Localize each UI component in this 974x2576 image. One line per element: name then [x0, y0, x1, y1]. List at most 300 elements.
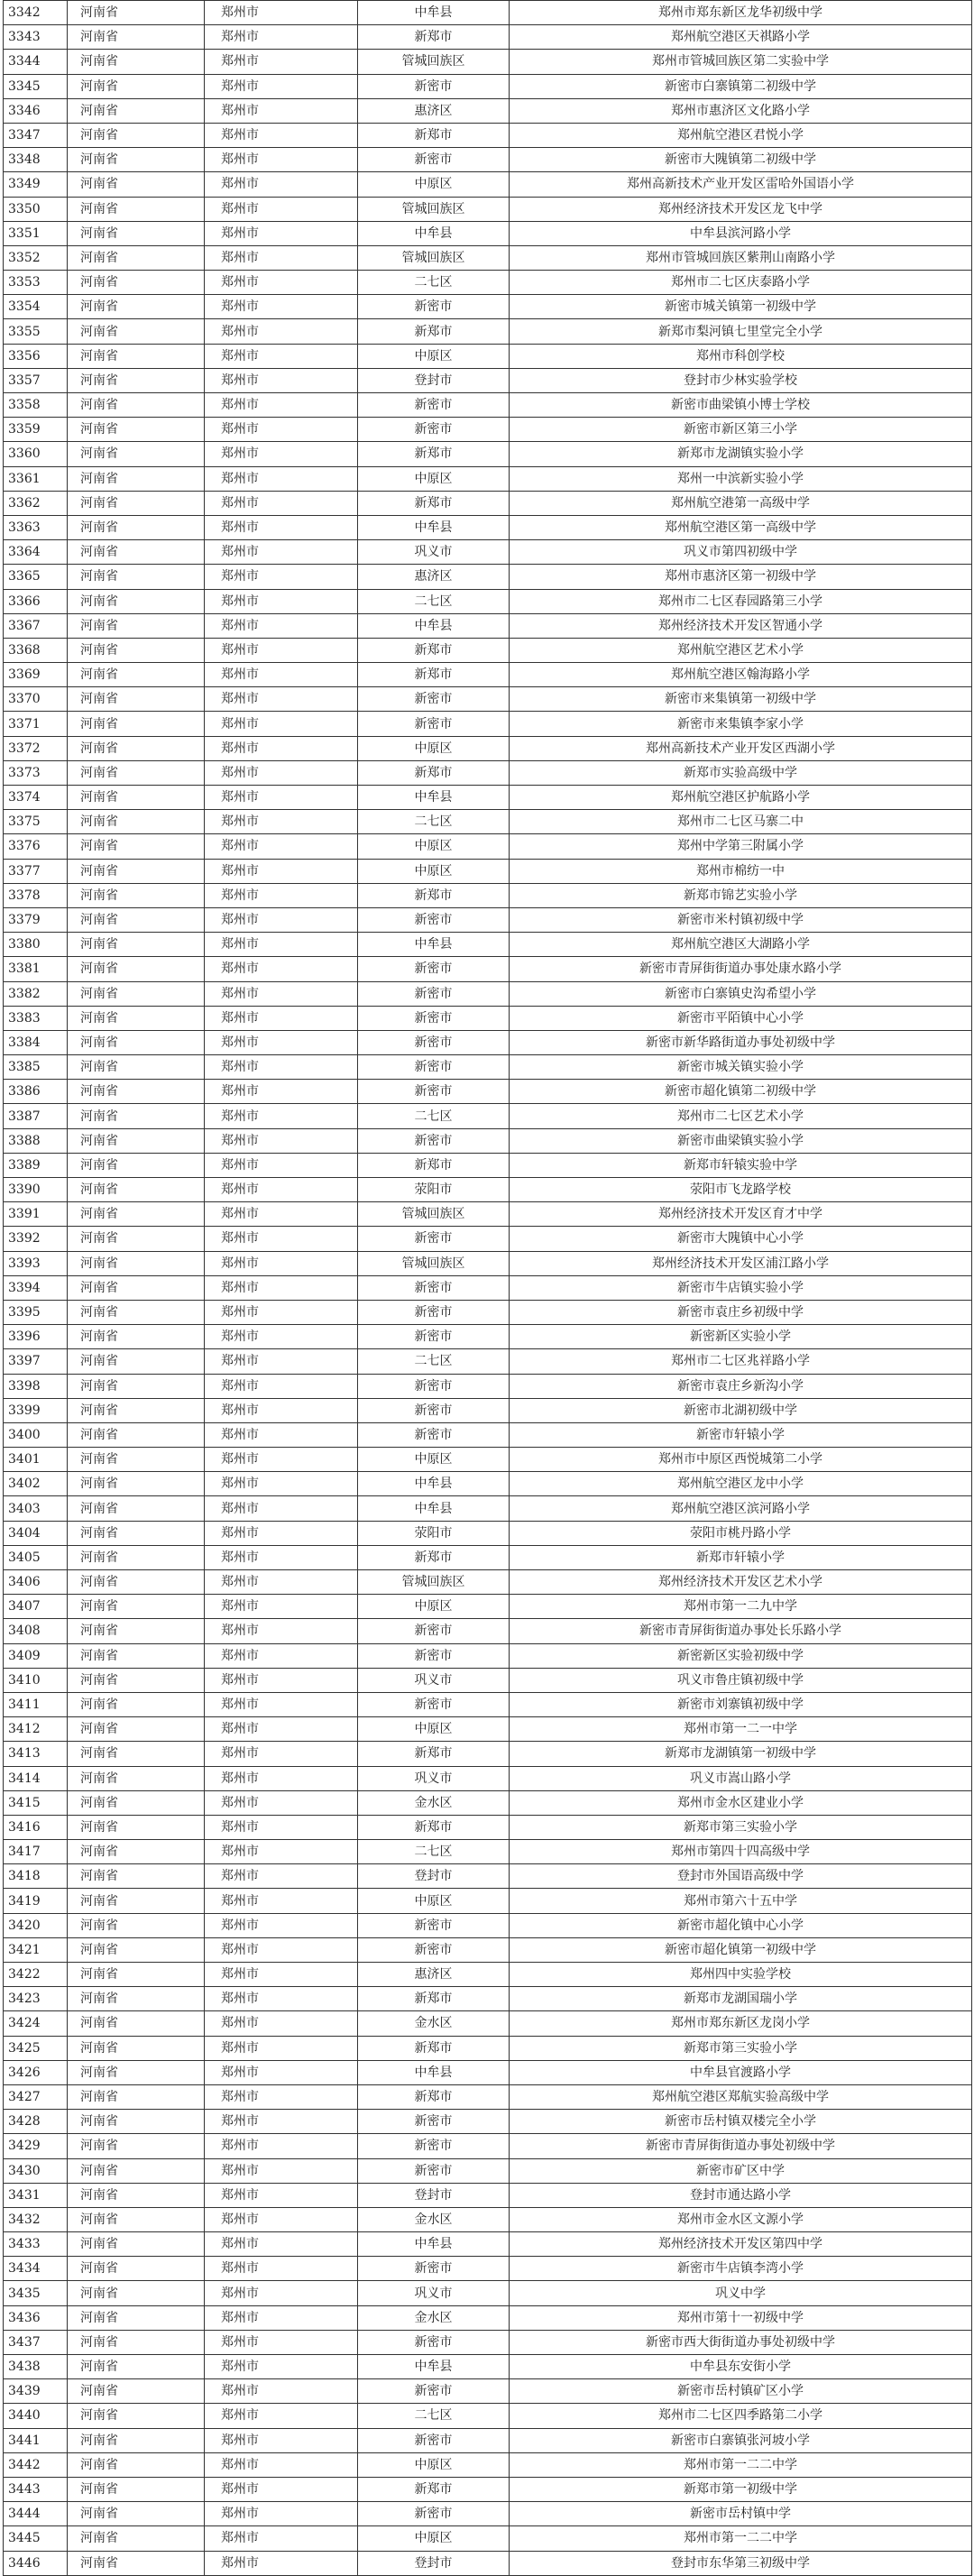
table-row: [4, 1325, 972, 1349]
district-cell: 新密市: [358, 2158, 510, 2183]
city-cell: 郑州市: [205, 1300, 358, 1324]
table-body: [4, 1, 972, 2576]
row-number: 3420: [4, 1913, 68, 1937]
row-number: 3412: [4, 1717, 68, 1742]
city-cell: 郑州市: [205, 810, 358, 834]
table-row: [4, 565, 972, 589]
province-cell: 河南省: [68, 1104, 205, 1128]
school-name-cell: 郑州市科创学校: [510, 344, 972, 368]
city-cell: 郑州市: [205, 295, 358, 319]
school-name-cell: 新郑市第三实验小学: [510, 1815, 972, 1839]
school-name-cell: 新郑市第三实验小学: [510, 2036, 972, 2060]
city-cell: 郑州市: [205, 1080, 358, 1104]
school-name-cell: 新密市牛店镇李湾小学: [510, 2257, 972, 2281]
row-number: 3432: [4, 2207, 68, 2231]
city-cell: 郑州市: [205, 1790, 358, 1815]
school-name-cell: 郑州市第一二一中学: [510, 1717, 972, 1742]
city-cell: 郑州市: [205, 1963, 358, 1987]
school-name-cell: 新密新区实验小学: [510, 1325, 972, 1349]
row-number: 3368: [4, 638, 68, 662]
district-cell: 新密市: [358, 1643, 510, 1668]
row-number: 3376: [4, 834, 68, 859]
province-cell: 河南省: [68, 2551, 205, 2575]
table-row: [4, 540, 972, 565]
province-cell: 河南省: [68, 981, 205, 1006]
school-name-cell: 新密市白寨镇张河坡小学: [510, 2428, 972, 2452]
province-cell: 河南省: [68, 1963, 205, 1987]
row-number: 3386: [4, 1080, 68, 1104]
city-cell: 郑州市: [205, 933, 358, 957]
province-cell: 河南省: [68, 933, 205, 957]
city-cell: 郑州市: [205, 2452, 358, 2477]
row-number: 3398: [4, 1374, 68, 1398]
table-row: [4, 1472, 972, 1496]
school-name-cell: 新郑市第一初级中学: [510, 2477, 972, 2501]
school-name-cell: 登封市外国语高级中学: [510, 1864, 972, 1889]
district-cell: 中牟县: [358, 613, 510, 638]
district-cell: 新密市: [358, 2379, 510, 2404]
province-cell: 河南省: [68, 1374, 205, 1398]
city-cell: 郑州市: [205, 515, 358, 539]
school-name-cell: 郑州市二七区四季路第二小学: [510, 2404, 972, 2428]
province-cell: 河南省: [68, 565, 205, 589]
province-cell: 河南省: [68, 1349, 205, 1374]
school-name-cell: 郑州航空港区君悦小学: [510, 123, 972, 147]
row-number: 3424: [4, 2011, 68, 2036]
district-cell: 中牟县: [358, 786, 510, 810]
table-row: [4, 1963, 972, 1987]
province-cell: 河南省: [68, 760, 205, 785]
district-cell: 中原区: [358, 736, 510, 760]
school-name-cell: 巩义市嵩山路小学: [510, 1766, 972, 1790]
province-cell: 河南省: [68, 319, 205, 344]
district-cell: 新郑市: [358, 2084, 510, 2109]
row-number: 3360: [4, 442, 68, 466]
table-row: [4, 2207, 972, 2231]
city-cell: 郑州市: [205, 2404, 358, 2428]
school-name-cell: 郑州经济技术开发区育才中学: [510, 1202, 972, 1227]
table-row: [4, 1619, 972, 1643]
district-cell: 新密市: [358, 907, 510, 932]
table-row: [4, 1300, 972, 1324]
table-row: [4, 957, 972, 981]
school-name-cell: 郑州市惠济区文化路小学: [510, 98, 972, 123]
table-row: [4, 245, 972, 270]
table-row: [4, 123, 972, 147]
school-name-cell: 新密市白寨镇第二初级中学: [510, 74, 972, 98]
district-cell: 中牟县: [358, 2232, 510, 2257]
table-row: [4, 2526, 972, 2551]
district-cell: 二七区: [358, 1840, 510, 1864]
row-number: 3404: [4, 1521, 68, 1545]
province-cell: 河南省: [68, 1815, 205, 1839]
province-cell: 河南省: [68, 1153, 205, 1177]
table-row: [4, 2257, 972, 2281]
school-name-cell: 新密市刘寨镇初级中学: [510, 1692, 972, 1716]
row-number: 3351: [4, 221, 68, 245]
city-cell: 郑州市: [205, 98, 358, 123]
school-name-cell: 新密市新华路街道办事处初级中学: [510, 1030, 972, 1054]
row-number: 3355: [4, 319, 68, 344]
city-cell: 郑州市: [205, 2011, 358, 2036]
table-row: [4, 2232, 972, 2257]
district-cell: 巩义市: [358, 1668, 510, 1692]
row-number: 3407: [4, 1595, 68, 1619]
school-name-cell: 新密市新区第三小学: [510, 418, 972, 442]
province-cell: 河南省: [68, 2452, 205, 2477]
school-name-cell: 中牟县东安街小学: [510, 2355, 972, 2379]
row-number: 3364: [4, 540, 68, 565]
province-cell: 河南省: [68, 957, 205, 981]
city-cell: 郑州市: [205, 2060, 358, 2084]
row-number: 3410: [4, 1668, 68, 1692]
city-cell: 郑州市: [205, 2134, 358, 2158]
province-cell: 河南省: [68, 295, 205, 319]
district-cell: 中原区: [358, 834, 510, 859]
table-row: [4, 613, 972, 638]
row-number: 3434: [4, 2257, 68, 2281]
district-cell: 管城回族区: [358, 1202, 510, 1227]
table-row: [4, 760, 972, 785]
city-cell: 郑州市: [205, 1202, 358, 1227]
province-cell: 河南省: [68, 98, 205, 123]
city-cell: 郑州市: [205, 1055, 358, 1080]
city-cell: 郑州市: [205, 1692, 358, 1716]
province-cell: 河南省: [68, 1742, 205, 1766]
province-cell: 河南省: [68, 1275, 205, 1300]
district-cell: 新密市: [358, 1374, 510, 1398]
province-cell: 河南省: [68, 1398, 205, 1422]
city-cell: 郑州市: [205, 1398, 358, 1422]
school-name-cell: 新密市岳村镇中学: [510, 2502, 972, 2526]
district-cell: 新郑市: [358, 2036, 510, 2060]
district-cell: 中原区: [358, 172, 510, 197]
school-name-cell: 荥阳市飞龙路学校: [510, 1178, 972, 1202]
province-cell: 河南省: [68, 1987, 205, 2011]
table-row: [4, 1496, 972, 1521]
row-number: 3347: [4, 123, 68, 147]
school-name-cell: 巩义中学: [510, 2281, 972, 2305]
district-cell: 中原区: [358, 2526, 510, 2551]
school-name-cell: 巩义市第四初级中学: [510, 540, 972, 565]
school-name-cell: 新密市城关镇第一初级中学: [510, 295, 972, 319]
district-cell: 中牟县: [358, 1472, 510, 1496]
table-row: [4, 589, 972, 613]
row-number: 3399: [4, 1398, 68, 1422]
table-row: [4, 1643, 972, 1668]
school-name-cell: 新密市曲梁镇小博士学校: [510, 393, 972, 418]
row-number: 3405: [4, 1545, 68, 1569]
table-row: [4, 2110, 972, 2134]
school-name-cell: 巩义市鲁庄镇初级中学: [510, 1668, 972, 1692]
table-row: [4, 933, 972, 957]
table-row: [4, 1864, 972, 1889]
school-name-cell: 郑州经济技术开发区第四中学: [510, 2232, 972, 2257]
city-cell: 郑州市: [205, 2551, 358, 2575]
province-cell: 河南省: [68, 810, 205, 834]
district-cell: 新郑市: [358, 319, 510, 344]
province-cell: 河南省: [68, 2183, 205, 2207]
school-name-cell: 新密市矿区中学: [510, 2158, 972, 2183]
city-cell: 郑州市: [205, 638, 358, 662]
city-cell: 郑州市: [205, 1374, 358, 1398]
city-cell: 郑州市: [205, 613, 358, 638]
table-row: [4, 2355, 972, 2379]
row-number: 3357: [4, 368, 68, 392]
province-cell: 河南省: [68, 2330, 205, 2354]
row-number: 3411: [4, 1692, 68, 1716]
province-cell: 河南省: [68, 1128, 205, 1153]
city-cell: 郑州市: [205, 2379, 358, 2404]
row-number: 3433: [4, 2232, 68, 2257]
city-cell: 郑州市: [205, 2084, 358, 2109]
province-cell: 河南省: [68, 2060, 205, 2084]
school-name-cell: 登封市少林实验学校: [510, 368, 972, 392]
school-name-cell: 新密市大隗镇中心小学: [510, 1227, 972, 1251]
district-cell: 登封市: [358, 2183, 510, 2207]
district-cell: 巩义市: [358, 1766, 510, 1790]
school-name-cell: 新密市青屏街街道办事处康水路小学: [510, 957, 972, 981]
row-number: 3445: [4, 2526, 68, 2551]
row-number: 3352: [4, 245, 68, 270]
province-cell: 河南省: [68, 1937, 205, 1962]
table-row: [4, 663, 972, 687]
district-cell: 中牟县: [358, 221, 510, 245]
city-cell: 郑州市: [205, 1104, 358, 1128]
school-name-cell: 郑州市第六十五中学: [510, 1889, 972, 1913]
city-cell: 郑州市: [205, 712, 358, 736]
school-name-cell: 新密市超化镇第一初级中学: [510, 1937, 972, 1962]
city-cell: 郑州市: [205, 2158, 358, 2183]
row-number: 3388: [4, 1128, 68, 1153]
table-row: [4, 1570, 972, 1595]
city-cell: 郑州市: [205, 1766, 358, 1790]
district-cell: 巩义市: [358, 540, 510, 565]
school-name-cell: 郑州市二七区兆祥路小学: [510, 1349, 972, 1374]
district-cell: 新密市: [358, 2502, 510, 2526]
table-row: [4, 1275, 972, 1300]
row-number: 3393: [4, 1251, 68, 1275]
province-cell: 河南省: [68, 2526, 205, 2551]
row-number: 3415: [4, 1790, 68, 1815]
row-number: 3381: [4, 957, 68, 981]
city-cell: 郑州市: [205, 344, 358, 368]
province-cell: 河南省: [68, 1692, 205, 1716]
city-cell: 郑州市: [205, 2305, 358, 2330]
table-row: [4, 2452, 972, 2477]
city-cell: 郑州市: [205, 271, 358, 295]
province-cell: 河南省: [68, 197, 205, 221]
row-number: 3446: [4, 2551, 68, 2575]
row-number: 3379: [4, 907, 68, 932]
district-cell: 中原区: [358, 1595, 510, 1619]
province-cell: 河南省: [68, 712, 205, 736]
province-cell: 河南省: [68, 74, 205, 98]
table-row: [4, 172, 972, 197]
province-cell: 河南省: [68, 1251, 205, 1275]
province-cell: 河南省: [68, 1840, 205, 1864]
row-number: 3353: [4, 271, 68, 295]
row-number: 3428: [4, 2110, 68, 2134]
row-number: 3422: [4, 1963, 68, 1987]
school-name-cell: 新密新区实验初级中学: [510, 1643, 972, 1668]
province-cell: 河南省: [68, 1080, 205, 1104]
table-row: [4, 687, 972, 712]
table-row: [4, 50, 972, 74]
table-row: [4, 1153, 972, 1177]
district-cell: 二七区: [358, 589, 510, 613]
school-name-cell: 新密市岳村镇双楼完全小学: [510, 2110, 972, 2134]
row-number: 3356: [4, 344, 68, 368]
row-number: 3402: [4, 1472, 68, 1496]
school-name-cell: 郑州市金水区文源小学: [510, 2207, 972, 2231]
city-cell: 郑州市: [205, 123, 358, 147]
table-row: [4, 1422, 972, 1447]
city-cell: 郑州市: [205, 1595, 358, 1619]
row-number: 3345: [4, 74, 68, 98]
district-cell: 管城回族区: [358, 1251, 510, 1275]
province-cell: 河南省: [68, 418, 205, 442]
table-row: [4, 393, 972, 418]
school-name-cell: 新郑市龙湖镇第一初级中学: [510, 1742, 972, 1766]
district-cell: 中原区: [358, 1448, 510, 1472]
row-number: 3429: [4, 2134, 68, 2158]
district-cell: 新密市: [358, 1692, 510, 1716]
province-cell: 河南省: [68, 2305, 205, 2330]
district-cell: 二七区: [358, 271, 510, 295]
table-row: [4, 221, 972, 245]
table-row: [4, 1937, 972, 1962]
city-cell: 郑州市: [205, 1717, 358, 1742]
district-cell: 新密市: [358, 712, 510, 736]
table-row: [4, 859, 972, 883]
city-cell: 郑州市: [205, 2428, 358, 2452]
city-cell: 郑州市: [205, 197, 358, 221]
school-name-cell: 新郑市锦艺实验小学: [510, 883, 972, 907]
row-number: 3382: [4, 981, 68, 1006]
table-row: [4, 1104, 972, 1128]
table-row: [4, 1840, 972, 1864]
district-cell: 新密市: [358, 1030, 510, 1054]
school-name-cell: 新郑市梨河镇七里堂完全小学: [510, 319, 972, 344]
table-row: [4, 2183, 972, 2207]
table-row: [4, 1717, 972, 1742]
district-cell: 新郑市: [358, 2477, 510, 2501]
table-row: [4, 295, 972, 319]
district-cell: 新郑市: [358, 442, 510, 466]
province-cell: 河南省: [68, 393, 205, 418]
table-row: [4, 1913, 972, 1937]
province-cell: 河南省: [68, 2232, 205, 2257]
row-number: 3435: [4, 2281, 68, 2305]
school-name-cell: 郑州市第十一初级中学: [510, 2305, 972, 2330]
table-row: [4, 1227, 972, 1251]
district-cell: 惠济区: [358, 98, 510, 123]
district-cell: 新密市: [358, 1275, 510, 1300]
row-number: 3436: [4, 2305, 68, 2330]
city-cell: 郑州市: [205, 2502, 358, 2526]
city-cell: 郑州市: [205, 1937, 358, 1962]
district-cell: 惠济区: [358, 565, 510, 589]
city-cell: 郑州市: [205, 540, 358, 565]
province-cell: 河南省: [68, 1864, 205, 1889]
province-cell: 河南省: [68, 2207, 205, 2231]
table-row: [4, 736, 972, 760]
city-cell: 郑州市: [205, 1, 358, 25]
province-cell: 河南省: [68, 368, 205, 392]
table-row: [4, 981, 972, 1006]
province-cell: 河南省: [68, 2477, 205, 2501]
city-cell: 郑州市: [205, 491, 358, 515]
table-row: [4, 1815, 972, 1839]
row-number: 3350: [4, 197, 68, 221]
row-number: 3426: [4, 2060, 68, 2084]
row-number: 3421: [4, 1937, 68, 1962]
school-name-cell: 新郑市轩辕实验中学: [510, 1153, 972, 1177]
district-cell: 新密市: [358, 957, 510, 981]
table-row: [4, 2134, 972, 2158]
province-cell: 河南省: [68, 442, 205, 466]
district-cell: 二七区: [358, 810, 510, 834]
district-cell: 新密市: [358, 1227, 510, 1251]
school-name-cell: 郑州一中滨新实验小学: [510, 466, 972, 491]
school-name-cell: 郑州航空港区护航路小学: [510, 786, 972, 810]
table-row: [4, 1398, 972, 1422]
district-cell: 新郑市: [358, 491, 510, 515]
city-cell: 郑州市: [205, 1006, 358, 1030]
city-cell: 郑州市: [205, 1496, 358, 1521]
row-number: 3366: [4, 589, 68, 613]
province-cell: 河南省: [68, 1545, 205, 1569]
province-cell: 河南省: [68, 1472, 205, 1496]
city-cell: 郑州市: [205, 1987, 358, 2011]
school-name-cell: 郑州市第四十四高级中学: [510, 1840, 972, 1864]
table-row: [4, 1128, 972, 1153]
city-cell: 郑州市: [205, 1570, 358, 1595]
table-row: [4, 148, 972, 172]
school-name-cell: 郑州市二七区庆泰路小学: [510, 271, 972, 295]
district-cell: 二七区: [358, 2404, 510, 2428]
city-cell: 郑州市: [205, 663, 358, 687]
table-row: [4, 368, 972, 392]
row-number: 3423: [4, 1987, 68, 2011]
province-cell: 河南省: [68, 1448, 205, 1472]
district-cell: 新密市: [358, 2134, 510, 2158]
school-name-cell: 郑州航空港区第一高级中学: [510, 515, 972, 539]
table-row: [4, 1080, 972, 1104]
district-cell: 新密市: [358, 981, 510, 1006]
province-cell: 河南省: [68, 344, 205, 368]
row-number: 3349: [4, 172, 68, 197]
table-row: [4, 1251, 972, 1275]
city-cell: 郑州市: [205, 25, 358, 50]
school-name-cell: 新郑市龙湖国瑞小学: [510, 1987, 972, 2011]
province-cell: 河南省: [68, 491, 205, 515]
city-cell: 郑州市: [205, 1153, 358, 1177]
city-cell: 郑州市: [205, 1275, 358, 1300]
district-cell: 巩义市: [358, 2281, 510, 2305]
row-number: 3346: [4, 98, 68, 123]
school-name-cell: 新密市青屏街街道办事处长乐路小学: [510, 1619, 972, 1643]
district-cell: 中原区: [358, 466, 510, 491]
city-cell: 郑州市: [205, 736, 358, 760]
district-cell: 中原区: [358, 344, 510, 368]
district-cell: 荥阳市: [358, 1521, 510, 1545]
district-cell: 中原区: [358, 1889, 510, 1913]
school-name-cell: 登封市东华第三初级中学: [510, 2551, 972, 2575]
city-cell: 郑州市: [205, 859, 358, 883]
district-cell: 新密市: [358, 2110, 510, 2134]
